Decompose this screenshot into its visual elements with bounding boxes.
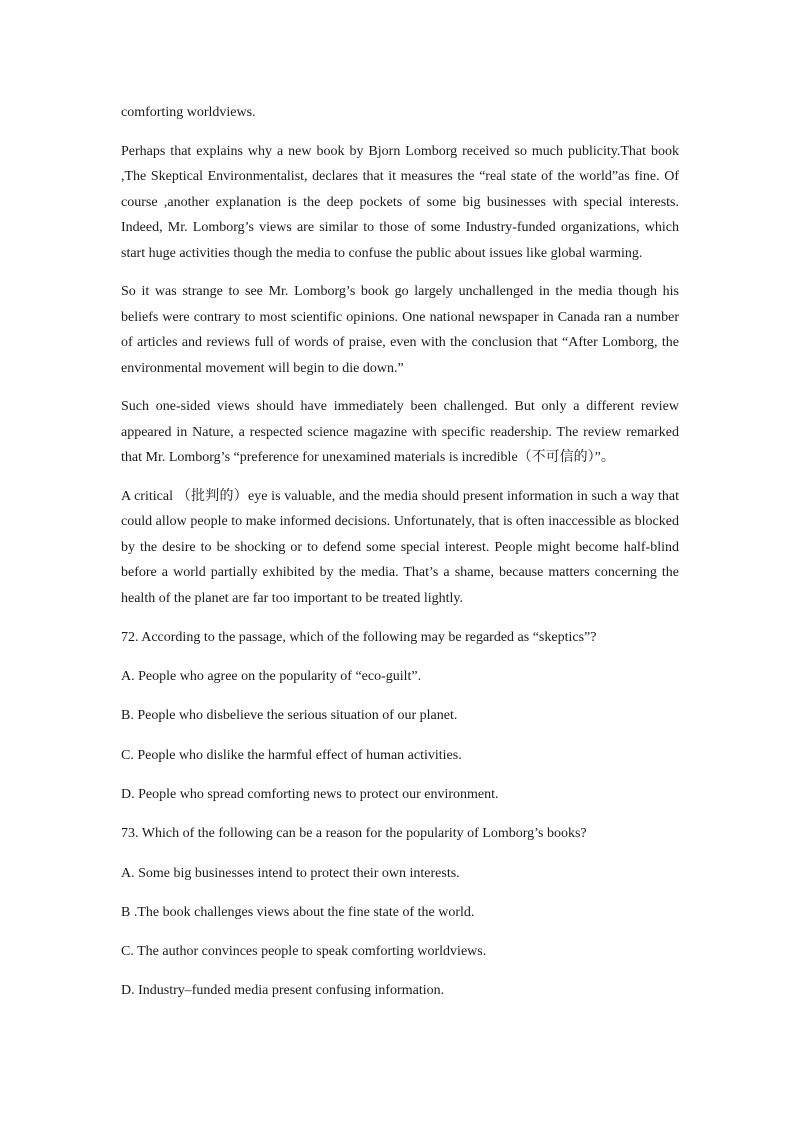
question-72 [121, 625, 679, 808]
question-option-a: A. Some big businesses intend to protect their own interests. [121, 865, 460, 881]
question-option-a: A. People who agree on the popularity of “eco-guilt”. [121, 669, 422, 685]
passage-paragraph-4: A critical （批判的）eye is valuable, and the media should present information in such a way that could allow people to make informed decisions. Unfortunately, that is often inaccessible as blocked by the desire to be shocking or to defend some special interest. People might become half-blind before a world partially exhibited by the media. That’s a shame, because matters concerning the health of the planet are far too important to be treated lightly. [121, 488, 679, 606]
question-stem: 72. According to the passage, which of the following may be regarded as “skeptics”? [121, 629, 597, 645]
passage-continuation: comforting worldviews. [121, 105, 256, 120]
passage-paragraph-1: Perhaps that explains why a new book by Bjorn Lomborg received so much publicity.That book ,The Skeptical Environmentalist, declares that it measures the “real state of the world”as fine. Of course ,another explanation is the deep pockets of some big businesses with special interests. Indeed, Mr. Lomborg’s views are similar to those of some Industry-funded organizations, which start huge activities though the media to confuse the public about issues like global warming. [121, 143, 679, 261]
question-option-c: C. The author convinces people to speak comforting worldviews. [121, 944, 487, 960]
passage-paragraph-2: So it was strange to see Mr. Lomborg’s book go largely unchallenged in the media though his beliefs were contrary to most scientific opinions. One national newspaper in Canada ran a number of articles and reviews full of words of praise, even with the conclusion that “After Lomborg, the environmental movement will begin to die down.” [121, 284, 679, 376]
question-option-d: D. People who spread comforting news to protect our environment. [121, 786, 499, 802]
question-option-c: C. People who dislike the harmful effect of human activities. [121, 747, 462, 763]
question-option-b: B .The book challenges views about the fine state of the world. [121, 904, 475, 920]
question-stem: 73. Which of the following can be a reason for the popularity of Lomborg’s books? [121, 826, 587, 842]
passage-paragraph-3: Such one-sided views should have immediately been challenged. But only a different review appeared in Nature, a respected science magazine with specific readership. The review remarked that Mr. Lomborg’s “preference for unexamined materials is incredible（不可信的）”。 [121, 399, 679, 465]
question-option-b: B. People who disbelieve the serious situation of our planet. [121, 708, 458, 724]
question-73 [121, 821, 679, 1004]
document-page [121, 100, 679, 1004]
question-option-d: D. Industry–funded media present confusing information. [121, 983, 445, 999]
